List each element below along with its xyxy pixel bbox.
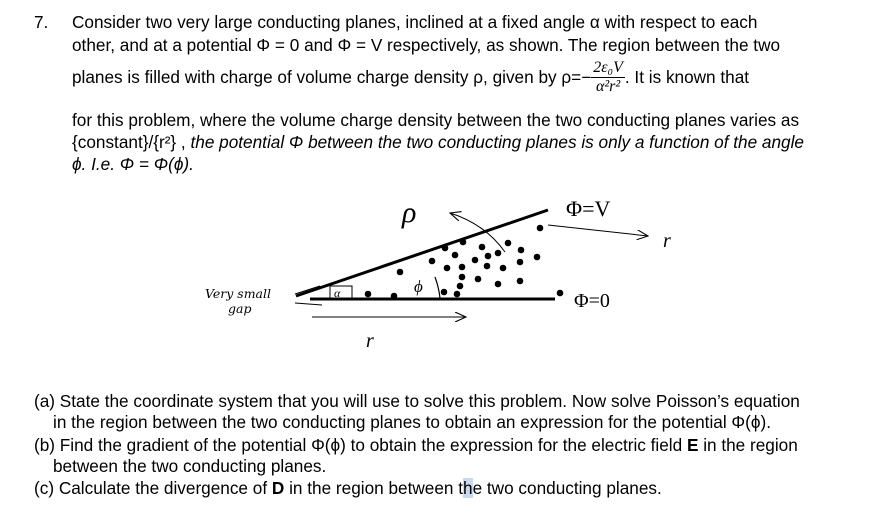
charge-dot (457, 283, 464, 290)
charge-dot (495, 250, 502, 257)
problem-line-5-constant: {constant}/{r²} , (72, 132, 191, 152)
r-label-bottom: r (366, 330, 374, 352)
charge-density-fraction (591, 60, 625, 95)
r-arrow-top (548, 225, 648, 236)
charge-dot (479, 244, 486, 251)
charge-dot (517, 259, 524, 266)
charge-dot (397, 269, 404, 276)
charge-dot (484, 263, 491, 270)
charge-dot (534, 254, 541, 261)
charge-dot (505, 240, 512, 247)
charge-dot (444, 265, 451, 272)
question-a-line-2: in the region between the two conducting planes to obtain an expression for the potential Φ(ϕ). (53, 412, 771, 432)
charge-dot (485, 253, 492, 260)
question-b-line-2: between the two conducting planes. (53, 456, 327, 476)
question-c-mid: in the region between t (284, 478, 463, 498)
charge-dot (495, 281, 502, 288)
fraction-denominator: α²r² (595, 78, 621, 95)
problem-line-1: Consider two very large conducting planes, inclined at a fixed angle α with respect to each (72, 12, 758, 32)
problem-line-2: other, and at a potential Φ = 0 and Φ = V respectively, as shown. The region between the two (72, 35, 781, 55)
charge-dot (537, 225, 544, 232)
inclined-planes-figure (0, 180, 872, 380)
charge-dot (500, 265, 507, 272)
gap-label-line-1: Very small (205, 286, 272, 301)
charge-dot (442, 245, 449, 252)
charge-dot (475, 276, 482, 283)
problem-line-3 (72, 60, 749, 95)
problem-line-3-end: . It is known that (624, 67, 750, 87)
question-c-highlight: h (463, 478, 473, 498)
question-c-tail: e two conducting planes. (472, 478, 662, 498)
charge-dot (557, 290, 564, 297)
problem-line-3-text: planes is filled with charge of volume charge density ρ, given by ρ=− (72, 67, 592, 87)
charge-dot (517, 278, 524, 285)
charge-dot (452, 252, 459, 259)
gap-label-line-2: gap (228, 301, 252, 316)
problem-line-4: for this problem, where the volume charge density between the two conducting planes varies as (72, 110, 800, 130)
alpha-label: α (334, 286, 341, 300)
charge-dot (429, 258, 436, 265)
charge-dot (391, 293, 398, 300)
problem-number: 7. (34, 12, 49, 32)
question-a-line-1: (a) State the coordinate system that you will use to solve this problem. Now solve Poisson’s equation (34, 391, 800, 411)
r-label-top: r (663, 230, 671, 252)
problem-line-6: ϕ. I.e. Φ = Φ(ϕ). (72, 154, 194, 174)
problem-line-5 (72, 132, 804, 153)
phi-label: ϕ (414, 277, 423, 296)
charge-dot (441, 289, 448, 296)
question-c-line-1 (34, 478, 662, 499)
charge-dot (459, 274, 466, 281)
question-c-displacement-symbol: D (271, 478, 285, 498)
charge-dot (459, 264, 466, 271)
charge-dot (460, 239, 467, 246)
problem-line-5-italic: the potential Φ between the two conducting planes is only a function of the angle (190, 132, 804, 152)
gap-pointer-2 (295, 303, 322, 305)
question-b-text: (b) Find the gradient of the potential Φ(ϕ) to obtain the expression for the electric field (34, 435, 687, 455)
top-potential-label: Φ=V (566, 196, 611, 221)
rho-label: ρ (402, 196, 417, 229)
question-b-tail: in the region (698, 435, 798, 455)
charge-dot (454, 291, 461, 298)
charge-dot (472, 257, 479, 264)
question-c-text: (c) Calculate the divergence of (34, 478, 272, 498)
phi-angle-arc (435, 277, 440, 298)
bottom-potential-label: Φ=0 (574, 290, 610, 312)
question-b-line-1 (34, 435, 798, 456)
charge-dot (365, 291, 372, 298)
fraction-numerator: 2ε₀V (593, 59, 623, 76)
charge-dot (518, 247, 525, 254)
question-b-field-symbol: E (686, 435, 699, 455)
